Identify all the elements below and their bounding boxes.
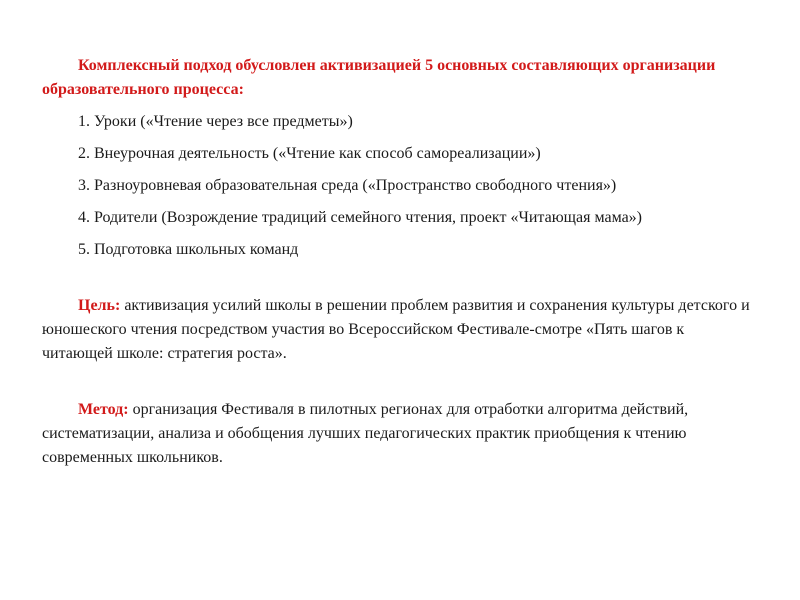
slide-content xyxy=(42,54,758,478)
intro-heading: Комплексный подход обусловлен активизацией 5 основных составляющих организации образовательного процесса: xyxy=(42,57,716,98)
list-item-parents: 4. Родители (Возрождение традиций семейного чтения, проект «Читающая мама») xyxy=(78,209,643,226)
list-item-lessons: 1. Уроки («Чтение через все предметы») xyxy=(78,113,353,130)
goal-text: активизация усилий школы в решении проблем развития и сохранения культуры детского и юношеского чтения посредством участия во Всероссийском Фестивале-смотре «Пять шагов к читающей школе: стратегия роста». xyxy=(42,297,750,362)
goal-paragraph xyxy=(42,294,758,366)
list-item-environment: 3. Разноуровневая образовательная среда («Пространство свободного чтения») xyxy=(78,177,617,194)
method-paragraph xyxy=(42,398,758,470)
goal-label: Цель: xyxy=(78,297,121,314)
list-item-school-teams: 5. Подготовка школьных команд xyxy=(78,241,299,258)
method-text: организация Фестиваля в пилотных регионах для отработки алгоритма действий, систематизации, анализа и обобщения лучших педагогических практик приобщения к чтению современных школьников. xyxy=(42,401,689,466)
list-item-extracurricular: 2. Внеурочная деятельность («Чтение как способ самореализации») xyxy=(78,145,541,162)
method-label: Метод: xyxy=(78,401,129,418)
